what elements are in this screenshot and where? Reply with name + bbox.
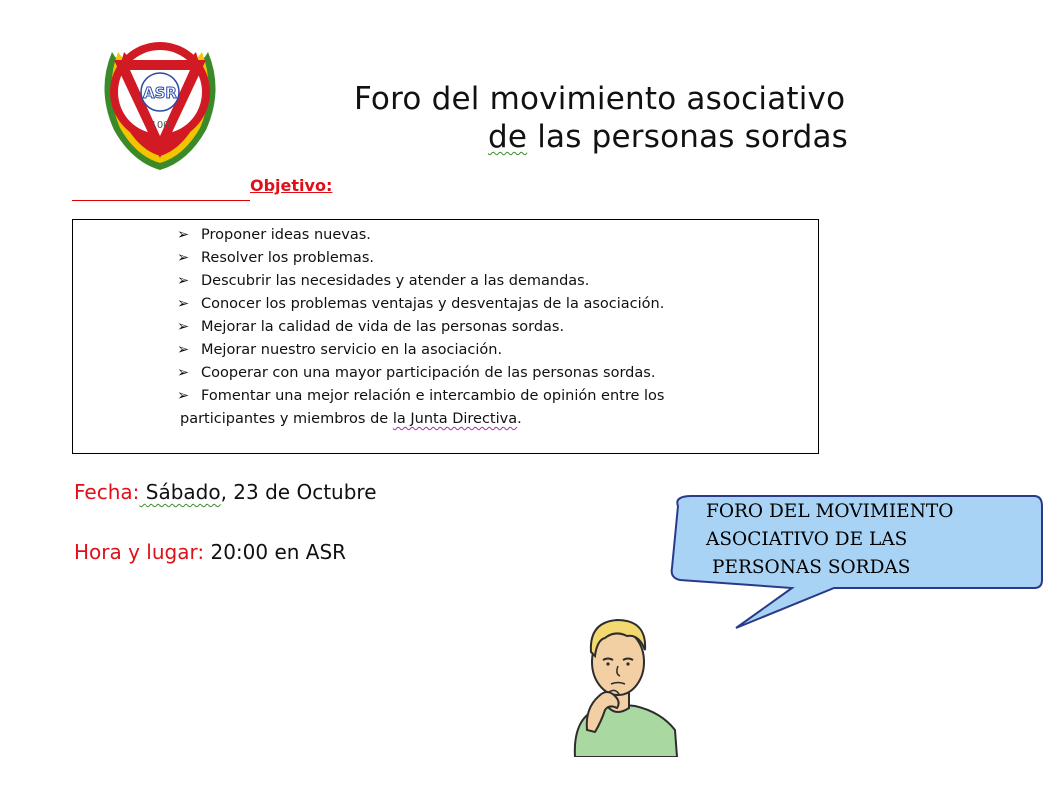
- bubble-text: [706, 498, 1036, 582]
- arrow-bullet-icon: ➢: [177, 388, 190, 404]
- arrow-bullet-icon: ➢: [177, 227, 190, 243]
- arrow-bullet-icon: ➢: [177, 296, 190, 312]
- objectives-list: [177, 224, 808, 408]
- objectives-box: [72, 219, 819, 454]
- bubble-line3: PERSONAS SORDAS: [712, 557, 911, 578]
- logo-year: 100: [150, 120, 170, 131]
- arrow-bullet-icon: ➢: [177, 342, 190, 358]
- thinking-man-illustration: [565, 612, 680, 757]
- arrow-bullet-icon: ➢: [177, 319, 190, 335]
- page-title: [354, 80, 848, 156]
- date-day: Sábado: [145, 480, 221, 504]
- list-item: ➢ Proponer ideas nuevas.: [177, 224, 808, 247]
- objective-rule: [72, 200, 250, 201]
- arrow-bullet-icon: ➢: [177, 273, 190, 289]
- list-item: ➢ Conocer los problemas ventajas y desventajas de la asociación.: [177, 293, 808, 316]
- list-item: ➢ Cooperar con una mayor participación de las personas sordas.: [177, 362, 808, 385]
- arrow-bullet-icon: ➢: [177, 365, 190, 381]
- list-item: ➢ Fomentar una mejor relación e intercambio de opinión entre los: [177, 385, 808, 408]
- logo-letters: ASR: [143, 84, 177, 102]
- date-value: , 23 de Octubre: [220, 480, 377, 504]
- title-line2-de: de: [488, 119, 528, 155]
- asr-logo: [92, 30, 228, 176]
- bubble-line1: FORO DEL MOVIMIENTO: [706, 501, 954, 522]
- list-item: ➢ Mejorar la calidad de vida de las personas sordas.: [177, 316, 808, 339]
- time-place-label: Hora y lugar:: [74, 540, 205, 564]
- junta-directiva-text: la Junta Directiva: [392, 411, 518, 427]
- title-line2: [354, 118, 848, 156]
- bubble-line2: ASOCIATIVO DE LAS: [706, 529, 908, 550]
- title-line1: Foro del movimiento asociativo: [354, 81, 846, 117]
- date-label: Fecha:: [74, 480, 140, 504]
- date-line: [74, 480, 377, 504]
- objective-continuation: participantes y miembros de la Junta Directiva.: [180, 411, 522, 427]
- time-place-value: 20:00 en ASR: [204, 540, 347, 564]
- objective-label: Objetivo:: [250, 176, 333, 195]
- list-item: ➢ Resolver los problemas.: [177, 247, 808, 270]
- arrow-bullet-icon: ➢: [177, 250, 190, 266]
- time-place-line: [74, 540, 346, 564]
- list-item: ➢ Mejorar nuestro servicio en la asociación.: [177, 339, 808, 362]
- list-item: ➢ Descubrir las necesidades y atender a las demandas.: [177, 270, 808, 293]
- title-line2-rest: las personas sordas: [527, 119, 849, 155]
